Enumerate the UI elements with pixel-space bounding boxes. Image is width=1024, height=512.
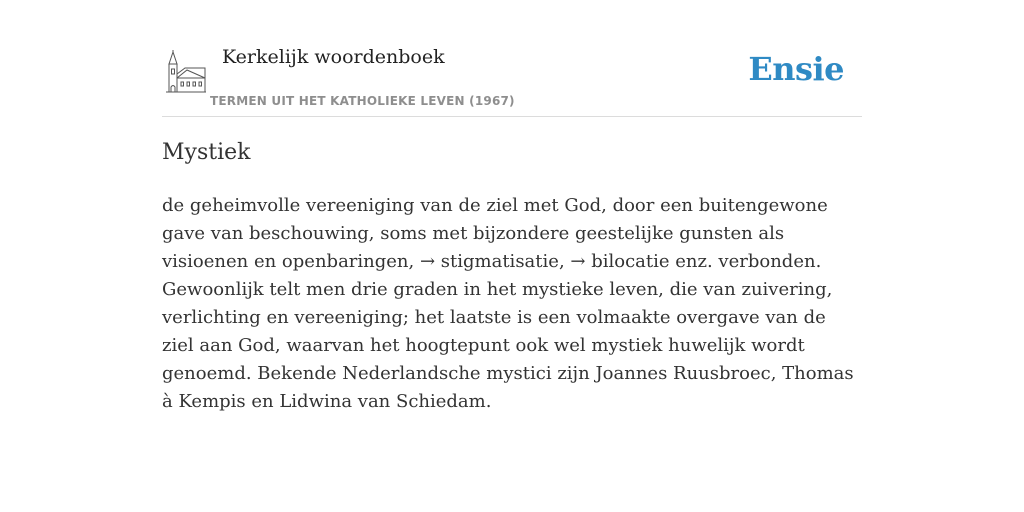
church-icon[interactable] xyxy=(165,50,207,94)
dictionary-header xyxy=(162,0,862,117)
page-content xyxy=(162,0,862,412)
definition-text-2: , xyxy=(558,251,571,272)
entry-definition xyxy=(162,192,862,416)
brand-logo-link[interactable]: Ensie xyxy=(748,50,844,88)
dictionary-subtitle: TERMEN UIT HET KATHOLIEKE LEVEN (1967) xyxy=(210,94,515,108)
dictionary-title-link[interactable]: Kerkelijk woordenboek xyxy=(222,46,445,68)
definition-text-3: enz. verbonden. Gewoonlijk telt men drie graden in het mystieke leven, die van zuivering, verlichting en vereeniging; het laatste is een volmaakte overgave van de ziel aan God, waarvan het hoogtepunt ook wel mystiek huwelijk wordt genoemd. Bekende Nederlandsche mystici zijn Joannes Ruusbroec, Thomas à Kempis en Lidwina van Schiedam. xyxy=(162,251,854,412)
definition-text-1: de geheimvolle vereeniging van de ziel met God, door een buitengewone gave van beschouwing, soms met bijzondere geestelijke gunsten als visioenen en openbaringen, xyxy=(162,195,828,272)
entry-term: Mystiek xyxy=(162,140,251,165)
link-bilocatie[interactable]: → bilocatie xyxy=(570,251,670,272)
link-stigmatisatie[interactable]: → stigmatisatie xyxy=(419,251,559,272)
